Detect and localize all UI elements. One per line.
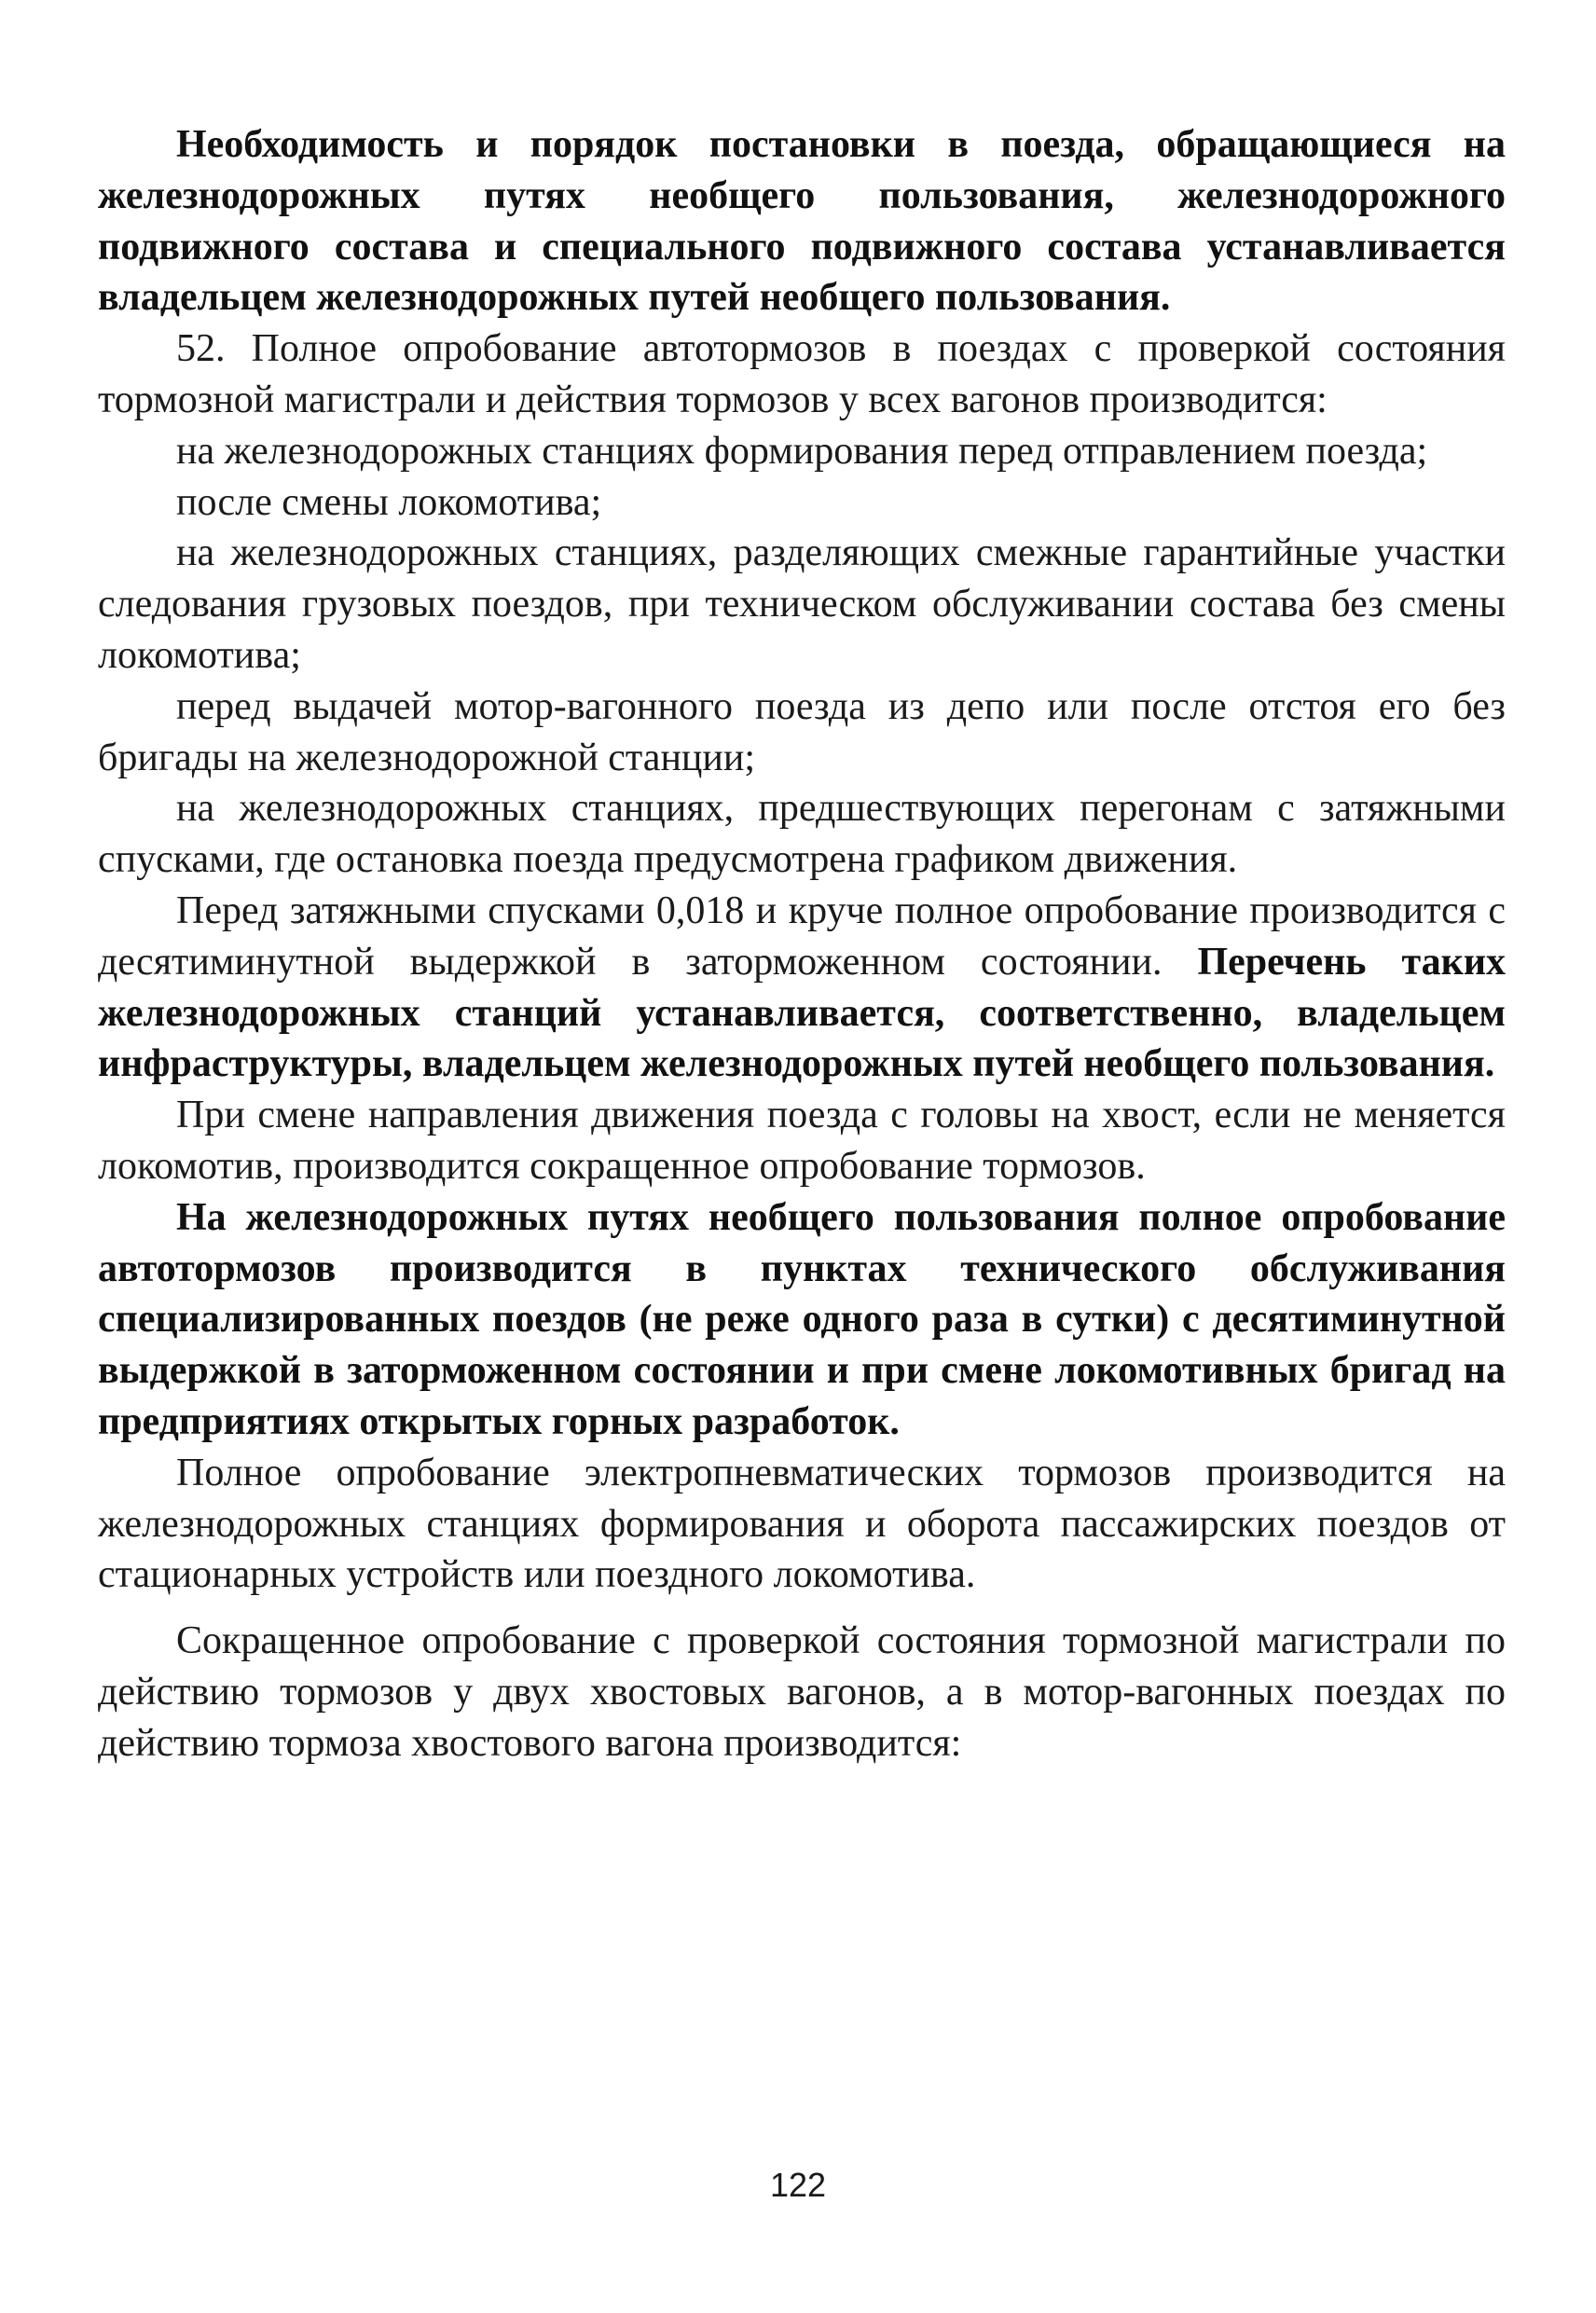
regular-text: на железнодорожных станциях формирования перед отправлением поезда; [176, 429, 1428, 473]
bold-text: Необходимость и порядок постановки в поезда, обращающиеся на железнодорожных путях необщего пользования, железнодорожного подвижного состава и специального подвижного состава устанавливается владельцем железнодорожных путей необщего пользования. [98, 123, 1506, 320]
paragraph-11 [98, 1448, 1506, 1601]
paragraph-10 [98, 1192, 1506, 1448]
paragraph-4 [98, 477, 1506, 529]
paragraph-12 [98, 1616, 1506, 1769]
paragraph-9 [98, 1090, 1506, 1192]
regular-text: на железнодорожных станциях, разделяющих смежные гарантийные участки следования грузовых поездов, при техническом обслуживании состава без смены локомотива; [98, 531, 1506, 677]
regular-text: 52. Полное опробование автотормозов в поездах с проверкой состояния тормозной магистрали и действия тормозов у всех вагонов производится: [98, 327, 1506, 421]
regular-text: перед выдачей мотор-вагонного поезда из депо или после отстоя его без бригады на железнодорожной станции; [98, 684, 1506, 779]
bold-text: Перечень таких железнодорожных станций устанавливается, соответственно, владельцем инфраструктуры, владельцем железнодорожных путей необщего пользования. [98, 940, 1507, 1086]
paragraph-6 [98, 682, 1506, 784]
bold-text: На железнодорожных путях необщего пользования полное опробование автотормозов производится в пунктах технического обслуживания специализированных поездов (не реже одного раза в сутки) с десятиминутной выдержкой в заторможенном состоянии и при смене локомотивных бригад на предприятиях открытых горных разработок. [98, 1195, 1506, 1443]
paragraph-8 [98, 886, 1506, 1090]
body-text [98, 119, 1506, 1769]
regular-text: Перед затяжными спусками 0,018 и круче полное опробование производится с десятиминутной выдержкой в заторможенном состоянии. [98, 888, 1506, 984]
regular-text: Полное опробование электропневматических тормозов производится на железнодорожных станциях формирования и оборота пассажирских поездов от стационарных устройств или поездного локомотива. [98, 1451, 1506, 1597]
paragraph-7 [98, 783, 1506, 886]
paragraph-1 [98, 119, 1506, 324]
paragraph-5 [98, 528, 1506, 681]
regular-text: на железнодорожных станциях, предшествующих перегонам с затяжными спусками, где остановка поезда предусмотрена графиком движения. [98, 787, 1506, 882]
paragraph-2 [98, 324, 1506, 426]
page-number: 122 [769, 2166, 827, 2204]
regular-text: после смены локомотива; [176, 480, 602, 524]
paragraph-3 [98, 426, 1506, 477]
regular-text: При смене направления движения поезда с головы на хвост, если не меняется локомотив, производится сокращенное опробование тормозов. [98, 1094, 1506, 1188]
regular-text: Сокращенное опробование с проверкой состояния тормозной магистрали по действию тормозов у двух хвостовых вагонов, а в мотор-вагонных поездах по действию тормоза хвостового вагона производится: [98, 1619, 1506, 1765]
